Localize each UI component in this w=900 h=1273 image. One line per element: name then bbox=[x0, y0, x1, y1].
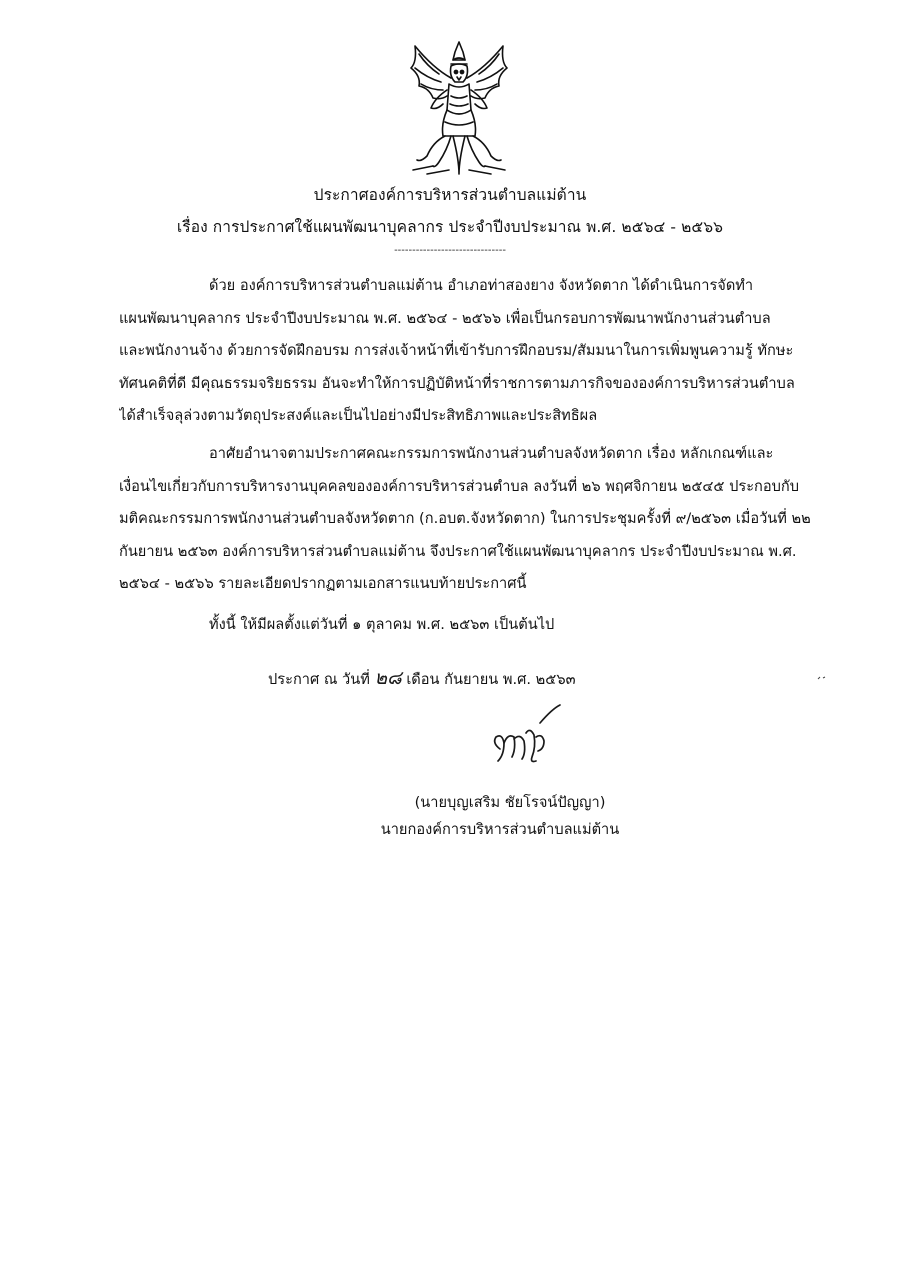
stray-mark bbox=[817, 676, 827, 680]
paragraph-1-line: ด้วย องค์การบริหารส่วนตำบลแม่ต้าน อำเภอท่าสองยาง จังหวัดตาก ได้ดำเนินการจัดทำ bbox=[209, 277, 754, 294]
paragraph-2-line: มติคณะกรรมการพนักงานส่วนตำบลจังหวัดตาก (ก.อบต.จังหวัดตาก) ในการประชุมครั้งที่ ๙/๒๕๖๓ เมื่อวันที่ ๒๒ bbox=[119, 510, 811, 527]
paragraph-2-line: กันยายน ๒๕๖๓ องค์การบริหารส่วนตำบลแม่ต้าน จึงประกาศใช้แผนพัฒนาบุคลากร ประจำปีงบประมาณ พ.ศ. bbox=[119, 542, 797, 560]
announcement-title: ประกาศองค์การบริหารส่วนตำบลแม่ต้าน bbox=[313, 186, 587, 204]
title-divider: ------------------------------- bbox=[394, 245, 506, 256]
effective-date-line: ทั้งนี้ ให้มีผลตั้งแต่วันที่ ๑ ตุลาคม พ.ศ. ๒๕๖๓ เป็นต้นไป bbox=[209, 616, 555, 633]
paragraph-2-line: ๒๕๖๔ - ๒๕๖๖ รายละเอียดปรากฏตามเอกสารแนบท้ายประกาศนี้ bbox=[119, 575, 527, 592]
paragraph-1-line: และพนักงานจ้าง ด้วยการจัดฝึกอบรม การส่งเจ้าหน้าที่เข้ารับการฝึกอบรม/สัมมนาในการเพิ่มพูนความรู้ ทักษะ bbox=[119, 342, 794, 359]
announced-date-line bbox=[268, 663, 576, 693]
paragraph-2-line: อาศัยอำนาจตามประกาศคณะกรรมการพนักงานส่วนตำบลจังหวัดตาก เรื่อง หลักเกณฑ์และ bbox=[209, 445, 774, 462]
paragraph-1-line: ได้สำเร็จลุล่วงตามวัตถุประสงค์และเป็นไปอย่างมีประสิทธิภาพและประสิทธิผล bbox=[119, 407, 598, 424]
garuda-emblem-icon bbox=[403, 38, 515, 178]
signatory-name: (นายบุญเสริม ชัยโรจน์ปัญญา) bbox=[414, 794, 606, 811]
paragraph-1 bbox=[119, 270, 829, 433]
paragraph-1-line: ทัศนคติที่ดี มีคุณธรรมจริยธรรม อันจะทำให้การปฏิบัติหน้าที่ราชการตามภารกิจขององค์การบริหารส่วนตำบล bbox=[119, 374, 795, 392]
paragraph-2-line: เงื่อนไขเกี่ยวกับการบริหารงานบุคคลขององค์การบริหารส่วนตำบล ลงวันที่ ๒๖ พฤศจิกายน ๒๕๔๕ ประกอบกับ bbox=[119, 477, 800, 495]
announcement-subject: เรื่อง การประกาศใช้แผนพัฒนาบุคลากร ประจำปีงบประมาณ พ.ศ. ๒๕๖๔ - ๒๕๖๖ bbox=[176, 218, 724, 236]
announced-prefix: ประกาศ ณ วันที่ bbox=[268, 671, 370, 688]
paragraph-2 bbox=[119, 438, 829, 601]
paragraph-1-line: แผนพัฒนาบุคลากร ประจำปีงบประมาณ พ.ศ. ๒๕๖๔ - ๒๕๖๖ เพื่อเป็นกรอบการพัฒนาพนักงานส่วนตำบล bbox=[119, 309, 771, 327]
handwritten-signature bbox=[486, 703, 566, 783]
signatory-position: นายกองค์การบริหารส่วนตำบลแม่ต้าน bbox=[380, 821, 620, 838]
announced-suffix: เดือน กันยายน พ.ศ. ๒๕๖๓ bbox=[406, 671, 576, 688]
announced-day-handwritten: ๒๘ bbox=[374, 667, 402, 689]
